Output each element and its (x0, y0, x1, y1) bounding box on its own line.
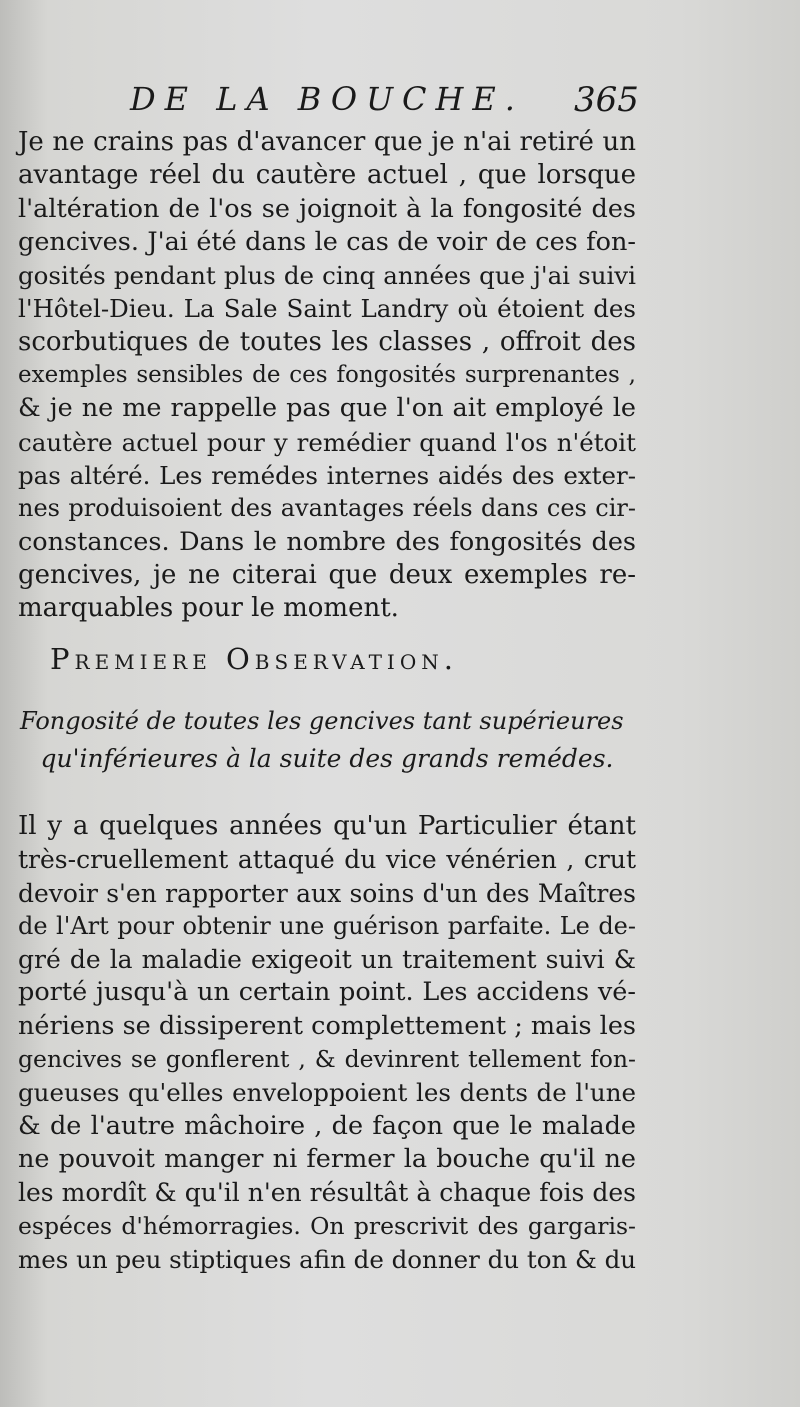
text-line: pas altéré. Les remédes internes aidés des exter- (18, 460, 636, 490)
text-line: scorbutiques de toutes les classes , offroit des (18, 326, 636, 357)
text-line: gencives. J'ai été dans le cas de voir de ces fon- (18, 226, 636, 257)
text-line: marquables pour le moment. (18, 593, 399, 624)
text-line: exemples sensibles de ces fongosités surprenantes , (18, 362, 636, 389)
subtitle-line: Fongosité de toutes les gencives tant supérieures (20, 707, 624, 735)
text-line: avantage réel du cautère actuel , que lorsque (18, 160, 636, 191)
text-line: de l'Art pour obtenir une guérison parfaite. Le de- (18, 911, 636, 940)
paragraph-2 (18, 810, 636, 1276)
text-line: cautère actuel pour y remédier quand l'os n'étoit (18, 427, 636, 457)
page-number: 365 (574, 80, 639, 120)
page-header (0, 76, 800, 120)
section-title: Premiere Observation. (50, 642, 458, 676)
text-line: l'Hôtel-Dieu. La Sale Saint Landry où étoient des (18, 294, 636, 324)
text-line: & de l'autre mâchoire , de façon que le malade (18, 1110, 636, 1141)
text-line: Je ne crains pas d'avancer que je n'ai retiré un (18, 127, 636, 157)
paragraph-1 (18, 126, 636, 625)
text-line: porté jusqu'à un certain point. Les accidens vé- (18, 977, 636, 1008)
text-line: gré de la maladie exigeoit un traitement suivi & (18, 945, 636, 975)
text-line: ne pouvoit manger ni fermer la bouche qu'il ne (18, 1143, 636, 1174)
text-line: gueuses qu'elles enveloppoient les dents de l'une (18, 1078, 636, 1108)
text-line: mes un peu stiptiques afin de donner du ton & du (18, 1244, 637, 1274)
text-line: nes produisoient des avantages réels dans ces cir- (18, 494, 636, 523)
text-line: très-cruellement attaqué du vice vénérien , crut (18, 845, 636, 875)
text-line: devoir s'en rapporter aux soins d'un des Maîtres (18, 878, 636, 908)
subtitle-line: qu'inférieures à la suite des grands remédes. (40, 744, 614, 773)
text-line: espéces d'hémorragies. On prescrivit des gargaris- (18, 1211, 636, 1240)
text-line: gosités pendant plus de cinq années que j'ai suivi (18, 261, 636, 291)
text-line: gencives, je ne citerai que deux exemples re- (18, 559, 636, 590)
running-head: DE LA BOUCHE. (130, 80, 524, 118)
text-line: constances. Dans le nombre des fongosités des (18, 526, 636, 557)
text-line: gencives se gonflerent , & devinrent tellement fon- (18, 1045, 636, 1074)
text-line: nériens se dissiperent complettement ; mais les (18, 1010, 636, 1041)
text-line: l'altération de l'os se joignoit à la fongosité des (18, 193, 636, 224)
text-line: & je ne me rappelle pas que l'on ait employé le (18, 393, 636, 424)
text-line: Il y a quelques années qu'un Particulier étant (18, 811, 636, 841)
text-line: les mordît & qu'il n'en résultât à chaque fois des (18, 1178, 636, 1208)
observation-subtitle (20, 702, 634, 778)
